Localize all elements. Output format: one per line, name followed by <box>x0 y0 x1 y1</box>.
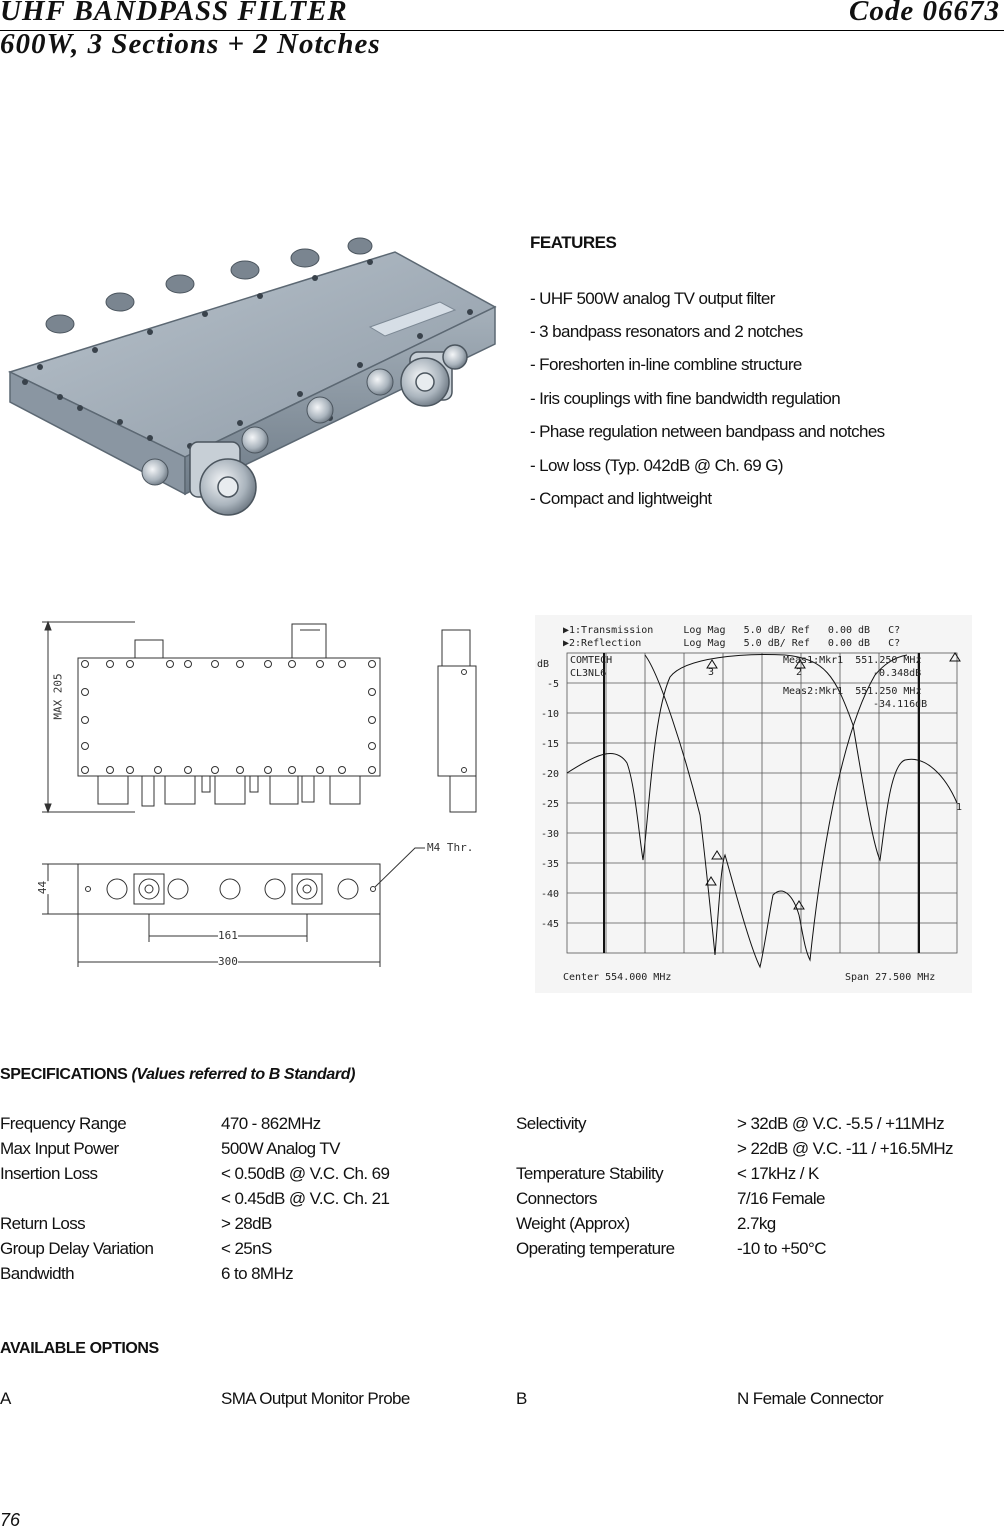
spec-value: > 22dB @ V.C. -11 / +16.5MHz <box>737 1139 953 1158</box>
spec-label: Selectivity <box>516 1114 586 1133</box>
feature-item: - Compact and lightweight <box>530 489 712 508</box>
trace2-header: ▶2:Reflection Log Mag 5.0 dB/ Ref 0.00 dB C? <box>563 638 901 649</box>
trace1-header: ▶1:Transmission Log Mag 5.0 dB/ Ref 0.00 dB C? <box>563 625 901 636</box>
max-dimension-label: MAX 205 <box>51 673 65 720</box>
specifications-title: SPECIFICATIONS <box>0 1066 128 1083</box>
y-tick: -45 <box>541 919 560 930</box>
spec-label: Max Input Power <box>0 1139 119 1158</box>
meas1-label: Meas1:Mkr1 551.250 MHz <box>783 655 922 666</box>
spec-label: Connectors <box>516 1189 597 1208</box>
spec-label: Group Delay Variation <box>0 1239 154 1258</box>
meas1-value: -0.348dB <box>873 668 922 679</box>
option-description: SMA Output Monitor Probe <box>221 1389 410 1408</box>
height-dimension-label: 44 <box>36 880 50 895</box>
spec-label: Frequency Range <box>0 1114 127 1133</box>
y-tick: -5 <box>547 679 560 690</box>
option-code: B <box>516 1389 527 1408</box>
spec-value: > 32dB @ V.C. -5.5 / +11MHz <box>737 1114 945 1133</box>
y-tick: -15 <box>541 739 560 750</box>
feature-item: - Phase regulation netween bandpass and notches <box>530 422 885 441</box>
y-axis-unit: dB <box>537 659 550 670</box>
spec-value: > 28dB <box>221 1214 272 1233</box>
y-tick: -10 <box>541 709 560 720</box>
feature-item: - Iris couplings with fine bandwidth regulation <box>530 389 841 408</box>
y-tick: -30 <box>541 829 560 840</box>
trace-id-label: CL3NL6 <box>570 668 607 679</box>
feature-item: - UHF 500W analog TV output filter <box>530 289 775 308</box>
meas2-label: Meas2:Mkr1 551.250 MHz <box>783 686 922 697</box>
product-code: Code 06673 <box>849 0 1000 27</box>
outer-dimension-label: 300 <box>218 955 238 968</box>
spec-value: < 0.45dB @ V.C. Ch. 21 <box>221 1189 390 1208</box>
y-tick: -25 <box>541 799 560 810</box>
spec-value: < 17kHz / K <box>737 1164 819 1183</box>
spec-value: 6 to 8MHz <box>221 1264 294 1283</box>
spec-value: 470 - 862MHz <box>221 1114 321 1133</box>
doc-title: UHF BANDPASS FILTER <box>0 0 348 27</box>
mechanical-drawing <box>30 612 500 972</box>
spec-value: 500W Analog TV <box>221 1139 340 1158</box>
spec-label: Insertion Loss <box>0 1164 98 1183</box>
doc-subtitle: 600W, 3 Sections + 2 Notches <box>0 28 381 60</box>
spec-value: < 25nS <box>221 1239 272 1258</box>
options-heading: AVAILABLE OPTIONS <box>0 1340 159 1357</box>
features-heading: FEATURES <box>530 233 617 252</box>
spec-label: Operating temperature <box>516 1239 675 1258</box>
spec-value: -10 to +50°C <box>737 1239 826 1258</box>
center-frequency: Center 554.000 MHz <box>563 972 672 983</box>
specifications-heading <box>0 1066 355 1084</box>
y-tick: -40 <box>541 889 560 900</box>
span-frequency: Span 27.500 MHz <box>845 972 936 983</box>
thread-label: M4 Thr. <box>427 841 474 854</box>
option-code: A <box>0 1389 11 1408</box>
spec-label: Bandwidth <box>0 1264 74 1283</box>
spec-label: Return Loss <box>0 1214 86 1233</box>
option-description: N Female Connector <box>737 1389 884 1408</box>
page-number: 76 <box>0 1510 21 1530</box>
spec-value: < 0.50dB @ V.C. Ch. 69 <box>221 1164 390 1183</box>
marker-label: 3 <box>708 667 715 678</box>
meas2-value: -34.116dB <box>873 699 928 710</box>
spec-value: 7/16 Female <box>737 1189 825 1208</box>
y-tick: -35 <box>541 859 560 870</box>
specifications-note: (Values referred to B Standard) <box>131 1066 356 1083</box>
company-label: COMTECH <box>570 655 613 666</box>
spec-value: 2.7kg <box>737 1214 776 1233</box>
y-tick: -20 <box>541 769 560 780</box>
analyzer-plot <box>535 615 972 993</box>
inner-dimension-label: 161 <box>218 929 238 942</box>
spec-label: Weight (Approx) <box>516 1214 630 1233</box>
spec-label: Temperature Stability <box>516 1164 664 1183</box>
feature-item: - Low loss (Typ. 042dB @ Ch. 69 G) <box>530 456 783 475</box>
feature-item: - Foreshorten in-line combline structure <box>530 355 802 374</box>
feature-item: - 3 bandpass resonators and 2 notches <box>530 322 803 341</box>
marker-label: 2 <box>796 667 803 678</box>
product-photo <box>0 232 500 530</box>
marker-label: 1 <box>956 802 963 813</box>
